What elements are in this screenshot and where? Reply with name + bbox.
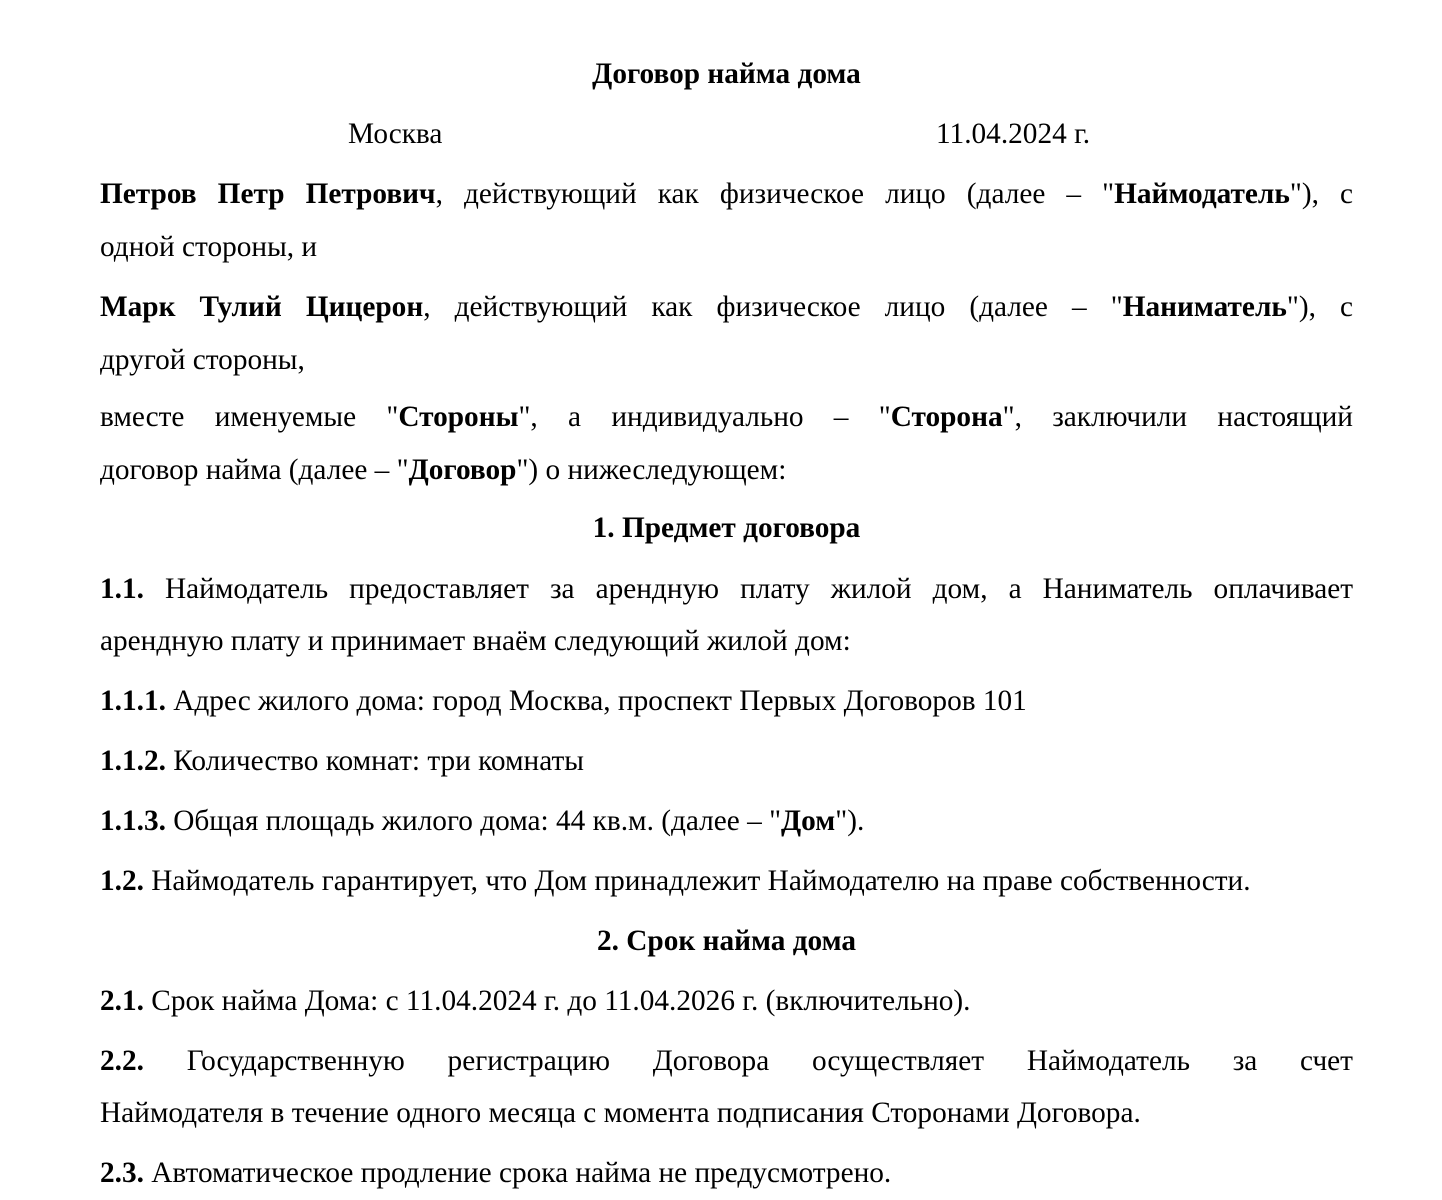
tenant-paragraph-line-1 (100, 281, 1353, 334)
clause-1-1-3 (100, 795, 1353, 848)
section-2-heading: 2. Срок найма дома (596, 925, 857, 957)
parties-text: вместе именуемые " (100, 401, 399, 433)
clause-2-1 (100, 975, 1353, 1028)
tenant-paragraph-line-2: другой стороны, (100, 344, 305, 376)
clause-1-2 (100, 855, 1353, 908)
clause-number: 1.1.2. (100, 745, 166, 777)
contract-term: Договор (408, 454, 517, 486)
clause-text-end: "). (835, 805, 865, 837)
contract-text-end: ") о нижеследующем: (516, 454, 787, 486)
clause-number: 2.3. (100, 1157, 144, 1189)
clause-2-2-line-1 (100, 1035, 1353, 1088)
clause-text: Государственную регистрацию Договора осуществляет Наймодатель за счет (143, 1045, 1353, 1077)
clause-text: Наймодатель гарантирует, что Дом принадлежит Наймодателю на праве собственности. (143, 865, 1251, 897)
clause-number: 1.1.1. (100, 685, 166, 717)
clause-text: Срок найма Дома: с 11.04.2024 г. до 11.04.2026 г. (включительно). (143, 985, 971, 1017)
clause-1-1-2 (100, 735, 1353, 788)
clause-number: 2.1. (100, 985, 144, 1017)
landlord-text: , действующий как физическое лицо (далее – " (435, 178, 1115, 210)
clause-text: Автоматическое продление срока найма не предусмотрено. (143, 1157, 892, 1189)
tenant-name: Марк Тулий Цицерон (100, 291, 424, 323)
contract-text: договор найма (далее – " (100, 454, 409, 486)
landlord-name: Петров Петр Петрович (100, 178, 436, 210)
clause-1-1-line-2: арендную плату и принимает внаём следующий жилой дом: (100, 625, 851, 657)
contract-date: 11.04.2024 г. (936, 118, 1091, 150)
tenant-text: , действующий как физическое лицо (далее – " (423, 291, 1123, 323)
section-1-heading: 1. Предмет договора (592, 512, 861, 544)
tenant-role: Наниматель (1122, 291, 1287, 323)
parties-text-3: ", заключили настоящий (1002, 401, 1353, 433)
clause-number: 1.2. (100, 865, 144, 897)
clause-number: 1.1. (100, 573, 144, 605)
parties-paragraph-line-1 (100, 391, 1353, 444)
document-title: Договор найма дома (592, 58, 861, 90)
landlord-role: Наймодатель (1114, 178, 1290, 210)
clause-1-1-1 (100, 675, 1353, 728)
clause-text: Наймодатель предоставляет за арендную плату жилой дом, а Наниматель оплачивает (143, 573, 1353, 605)
contract-city: Москва (348, 118, 443, 150)
parties-text-2: ", а индивидуально – " (518, 401, 891, 433)
parties-term: Стороны (398, 401, 519, 433)
party-term: Сторона (890, 401, 1003, 433)
parties-paragraph-line-2 (100, 444, 1353, 497)
clause-text: Адрес жилого дома: город Москва, проспект Первых Договоров 101 (165, 685, 1027, 717)
landlord-paragraph-line-1 (100, 168, 1353, 221)
clause-text: Общая площадь жилого дома: 44 кв.м. (далее – " (165, 805, 782, 837)
clause-number: 1.1.3. (100, 805, 166, 837)
landlord-paragraph-line-2: одной стороны, и (100, 231, 318, 263)
clause-2-3 (100, 1147, 1353, 1200)
house-term: Дом (781, 805, 836, 837)
clause-number: 2.2. (100, 1045, 144, 1077)
landlord-text-end: "), с (1289, 178, 1353, 210)
clause-text: Количество комнат: три комнаты (165, 745, 584, 777)
clause-1-1-line-1 (100, 563, 1353, 616)
clause-2-2-line-2: Наймодателя в течение одного месяца с момента подписания Сторонами Договора. (100, 1097, 1141, 1129)
tenant-text-end: "), с (1286, 291, 1353, 323)
